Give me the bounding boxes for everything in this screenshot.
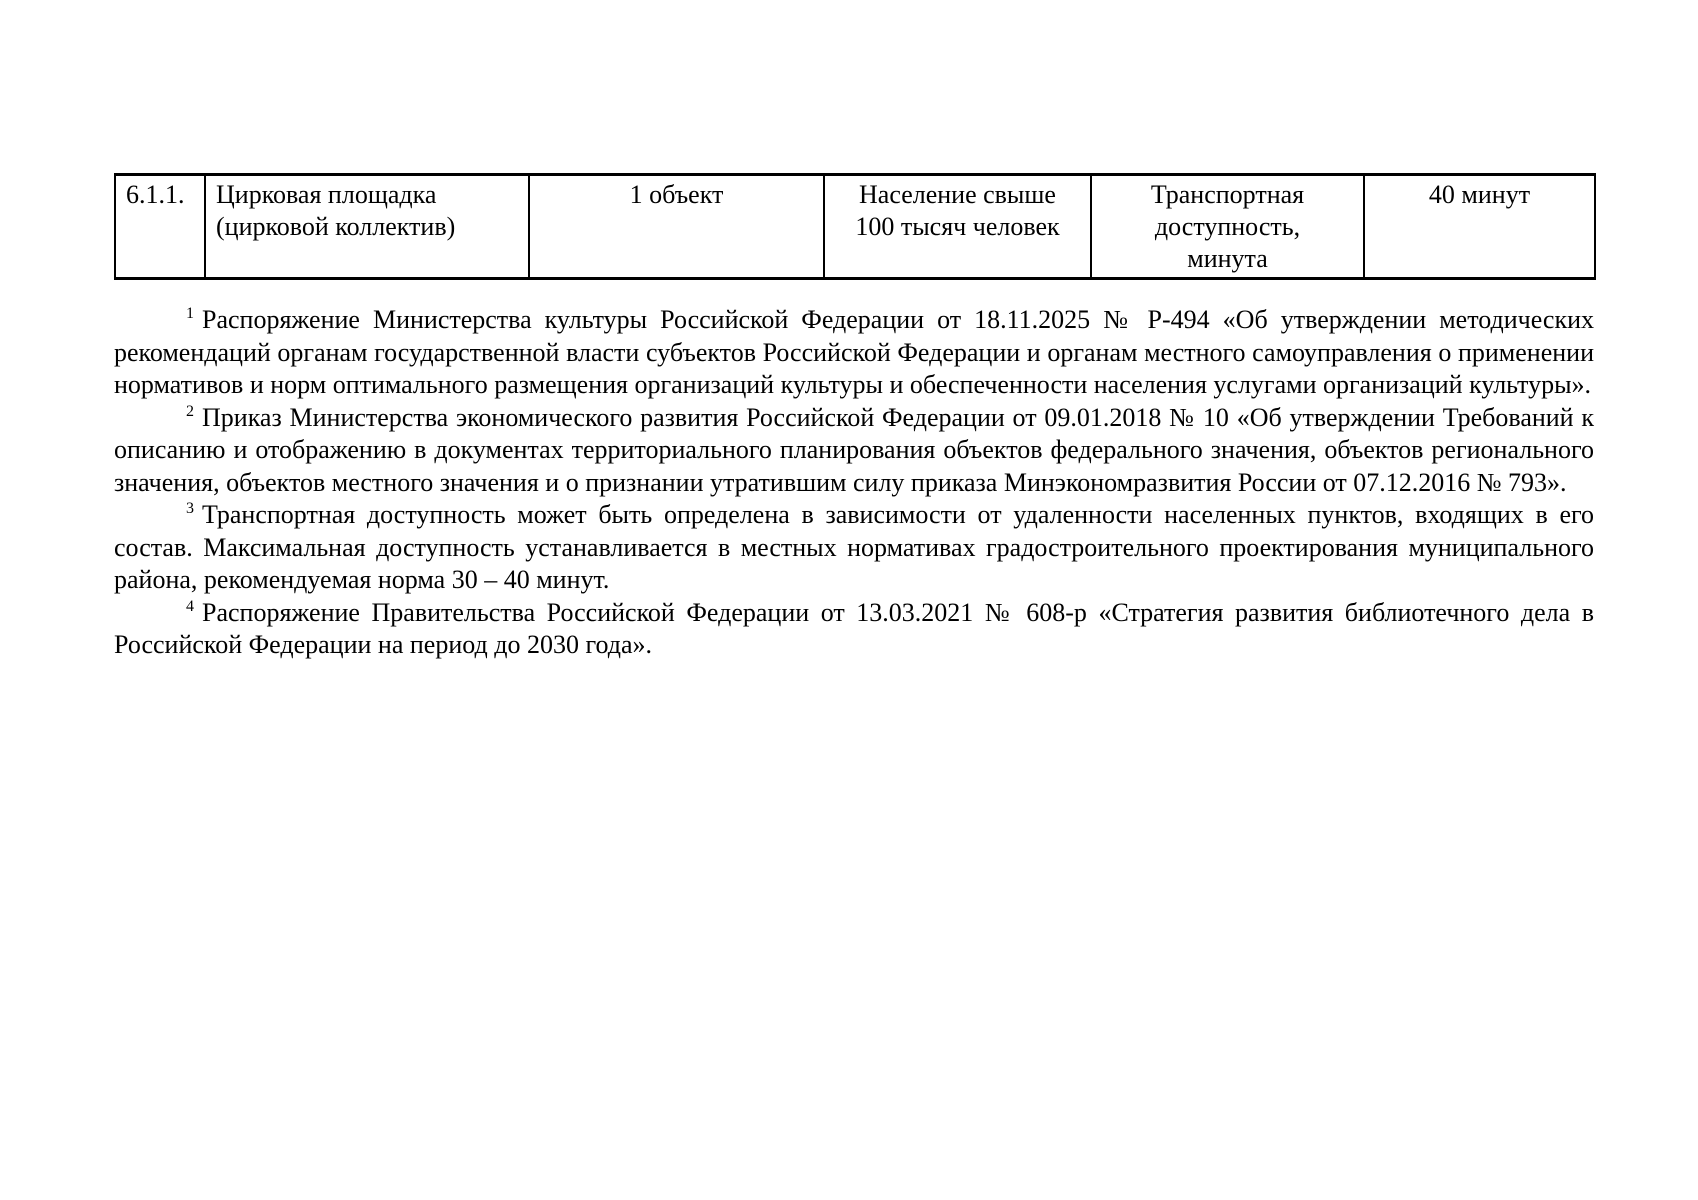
indicator-line: Транспортная xyxy=(1150,180,1305,209)
table-row xyxy=(115,175,1595,279)
footnote-marker: 1 xyxy=(186,305,194,322)
row-number: 6.1.1. xyxy=(126,180,185,209)
criterion-line: 100 тысяч человек xyxy=(855,212,1060,241)
criterion-line: Население свыше xyxy=(859,180,1056,209)
footnote-text: Транспортная доступность может быть определена в зависимости от удаленности населенных пунктов, входящих в его состав. Максимальная доступность устанавливается в местных нормативах градостроительного проектирования муниципального района, рекомендуемая норма 30 – 40 минут. xyxy=(114,500,1594,594)
object-name-line: (цирковой коллектив) xyxy=(216,212,456,241)
object-name-cell xyxy=(205,175,529,279)
footnote-text: Приказ Министерства экономического развития Российской Федерации от 09.01.2018 № 10 «Об утверждении Требований к описанию и отображению в документах территориального планирования объектов федерального значения, объектов регионального значения, объектов местного значения и о признании утратившим силу приказа Минэкономразвития России от 07.12.2016 № 793». xyxy=(114,402,1594,497)
norm-cell xyxy=(529,175,824,279)
footnote-marker: 4 xyxy=(186,597,194,615)
value-cell xyxy=(1364,175,1595,279)
footnote-text: Распоряжение Министерства культуры Российской Федерации от 18.11.2025 № Р-494 «Об утверждении методических рекомендаций органам государственной власти субъектов Российской Федерации и органам местного самоуправления о применении нормативов и норм оптимального размещения организаций культуры и обеспеченности населения услугами организаций культуры». xyxy=(114,305,1594,399)
footnote-2 xyxy=(114,402,1594,500)
object-name-line: Цирковая площадка xyxy=(216,180,437,209)
indicator-line: минута xyxy=(1187,244,1268,273)
footnote-marker: 2 xyxy=(186,402,194,420)
footnote-4 xyxy=(114,597,1594,662)
row-number-cell xyxy=(115,175,205,279)
footnote-1 xyxy=(114,304,1594,402)
criterion-cell xyxy=(824,175,1091,279)
indicator-cell xyxy=(1091,175,1364,279)
accessibility-value: 40 минут xyxy=(1428,180,1531,209)
footnote-3 xyxy=(114,499,1594,597)
indicator-line: доступность, xyxy=(1154,212,1301,241)
footnote-text: Распоряжение Правительства Российской Федерации от 13.03.2021 № 608-р «Стратегия развития библиотечного дела в Российской Федерации на период до 2030 года». xyxy=(114,597,1594,659)
footnote-marker: 3 xyxy=(186,500,194,517)
norm-value: 1 объект xyxy=(629,180,724,209)
footnotes xyxy=(114,304,1594,662)
norms-table xyxy=(114,173,1596,280)
